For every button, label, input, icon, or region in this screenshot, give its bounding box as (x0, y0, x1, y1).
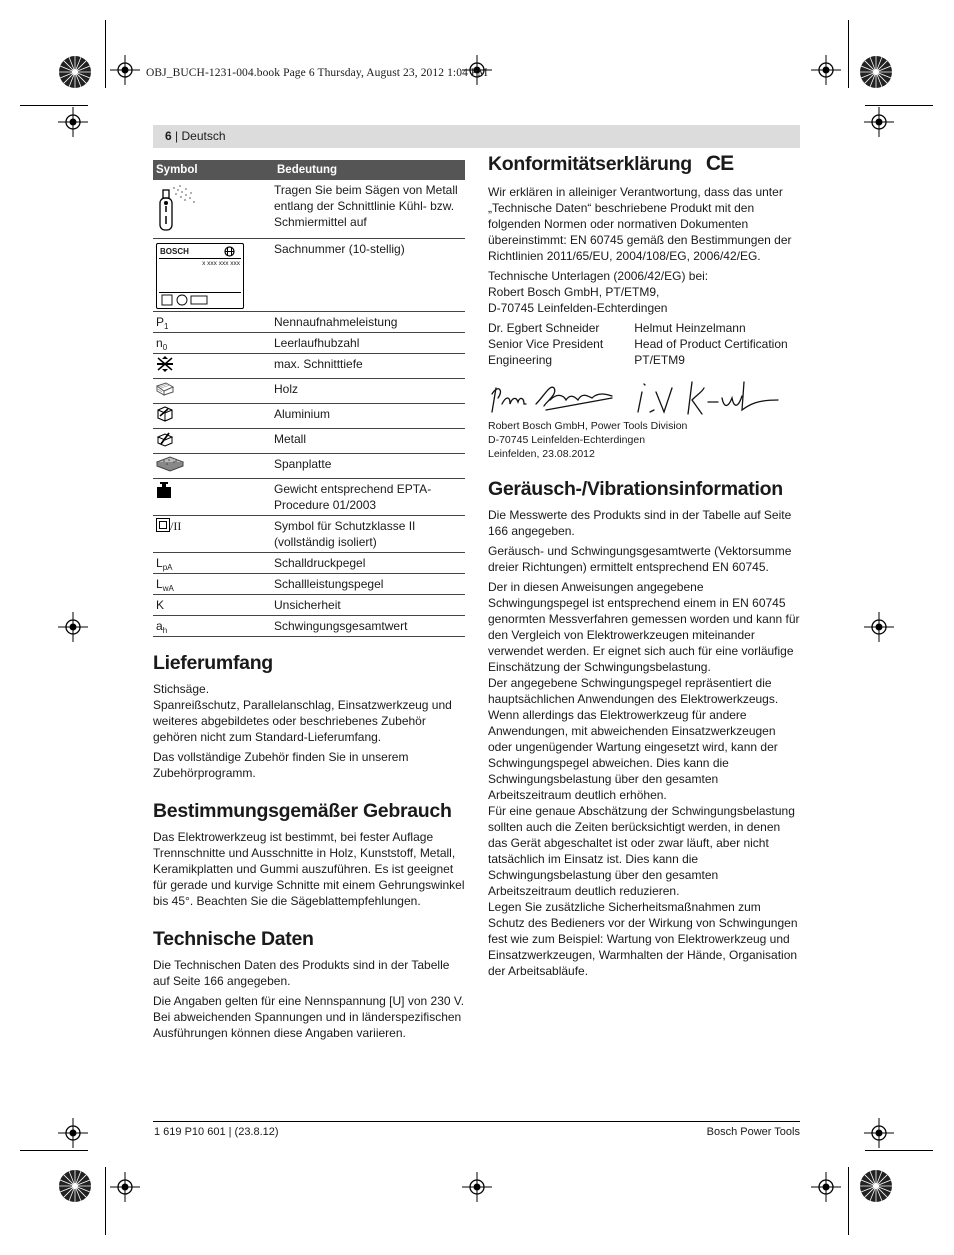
geraeusch-text-2: Geräusch- und Schwingungsgesamtwerte (Vektorsumme dreier Richtungen) ermittelt entsprechend EN 60745. (488, 544, 792, 574)
starburst-target-icon (859, 1169, 893, 1203)
geraeusch-text-4: Der angegebene Schwingungspegel repräsentiert die hauptsächlichen Anwendungen des Elektrowerkzeugs. Wenn allerdings das Elektrowerkzeug für andere Anwendungen, mit abweichenden Einsatzwerkzeugen oder ungenügender Wartung eingesetzt wird, kann der Schwingungspegel abweichen. Dies kann die Schwingungsbelastung über den gesamten Arbeitszeitraum deutlich erhöhen. (488, 676, 779, 802)
starburst-target-icon (58, 55, 92, 89)
table-row (153, 404, 465, 429)
footer-brand: Bosch Power Tools (706, 1126, 800, 1138)
left-column (153, 160, 465, 1045)
registration-mark-icon (58, 1118, 88, 1148)
label-marks-icon (161, 294, 217, 306)
geraeusch-text-1: Die Messwerte des Produkts sind in der Tabelle auf Seite 166 angegeben. (488, 508, 792, 538)
signature-address: Robert Bosch GmbH, Power Tools Division D-70745 Leinfelden-Echterdingen Leinfelden, 23.08.2012 (488, 420, 688, 460)
bosch-label-brand: BOSCH (160, 247, 189, 256)
symbol-meaning: Metall (274, 429, 465, 454)
signatory-right: Helmut Heinzelmann Head of Product Certification PT/ETM9 (634, 321, 788, 367)
symbol-meaning: Schalldruckpegel (274, 553, 465, 574)
symbol-meaning: Spanplatte (274, 454, 465, 479)
symbol-meaning: Holz (274, 379, 465, 404)
coolant-spray-icon (156, 182, 200, 232)
symbol-lwa: $L_{wA}$ (153, 574, 274, 595)
heading-konformitaetserklaerung: Konformitätserklärung (488, 153, 692, 175)
symbol-k: K (153, 595, 274, 616)
aluminium-icon (156, 406, 174, 422)
starburst-target-icon (58, 1169, 92, 1203)
symbol-meaning: Leerlaufhubzahl (274, 333, 465, 354)
table-row (153, 553, 465, 574)
page-header-band (153, 125, 800, 148)
registration-mark-icon (864, 1118, 894, 1148)
geraeusch-text-5: Für eine genaue Abschätzung der Schwingungsbelastung sollten auch die Zeiten berücksichtigt werden, in denen das Gerät abgeschaltet ist oder zwar läuft, aber nicht tatsächlich im Einsatz ist. Dies kann die Schwingungsbelastung über den gesamten Arbeitszeitraum deutlich reduzieren. (488, 804, 795, 898)
geraeusch-text-6: Legen Sie zusätzliche Sicherheitsmaßnahmen zum Schutz des Bedieners vor der Wirkung von Schwingungen fest wie zum Beispiel: Wartung von Elektrowerkzeug und Einsatzwerkzeugen, Warmhalten der Hände, Organisation der Arbeitsabläufe. (488, 900, 798, 978)
symbol-p1: $P_1$ (153, 312, 274, 333)
ce-mark-icon: CE (705, 152, 734, 175)
symbol-meaning: Gewicht entsprechend EPTA-Procedure 01/2003 (274, 479, 465, 516)
technische-unterlagen: Technische Unterlagen (2006/42/EG) bei: Robert Bosch GmbH, PT/ETM9, D-70745 Leinfelden-Echterdingen (488, 269, 709, 315)
footer-doc-number: 1 619 P10 601 | (23.8.12) (154, 1126, 279, 1138)
symbol-protection-class: /II (170, 519, 182, 533)
symbol-meaning: Aluminium (274, 404, 465, 429)
table-header-row (153, 160, 465, 180)
starburst-target-icon (859, 55, 893, 89)
symbol-table (153, 160, 465, 637)
page-language: Deutsch (181, 129, 226, 143)
registration-mark-icon (811, 55, 841, 85)
konformitaet-text: Wir erklären in alleiniger Verantwortung, dass das unter „Technische Daten“ beschriebene Produkt mit den folgenden Normen oder normativen Dokumenten übereinstimmt: EN 60745 gemäß den Bestimmungen der Richtlinien 2011/65/EU, 2004/108/EG, 2006/42/EG. (488, 185, 792, 263)
heading-technische-daten: Technische Daten (153, 928, 314, 950)
column-header-meaning: Bedeutung (274, 160, 465, 180)
page-number: 6 (165, 129, 172, 143)
table-row (153, 333, 465, 354)
registration-mark-icon (462, 1172, 492, 1202)
table-row (153, 354, 465, 379)
lieferumfang-text-2: Das vollständige Zubehör finden Sie in unserem Zubehörprogramm. (153, 750, 409, 780)
heading-geraeusch-vibrationsinformation: Geräusch-/Vibrationsinformation (488, 478, 783, 500)
table-row (153, 479, 465, 516)
registration-mark-icon (864, 107, 894, 137)
chipboard-icon (156, 456, 184, 472)
page-header (165, 129, 226, 143)
table-row (153, 239, 465, 312)
heading-lieferumfang: Lieferumfang (153, 652, 273, 674)
table-row (153, 379, 465, 404)
registration-mark-icon (58, 612, 88, 642)
registration-mark-icon (110, 1172, 140, 1202)
symbol-meaning: Nennaufnahmeleistung (274, 312, 465, 333)
bosch-rating-label (156, 243, 244, 309)
registration-mark-icon (58, 107, 88, 137)
registration-mark-icon (110, 55, 140, 85)
table-row (153, 180, 465, 239)
symbol-meaning: Schwingungsgesamtwert (274, 616, 465, 637)
symbol-ah: $a_h$ (153, 616, 274, 637)
registration-mark-icon (864, 612, 894, 642)
weight-icon (156, 481, 172, 499)
table-row (153, 516, 465, 553)
signatory-left: Dr. Egbert Schneider Senior Vice President Engineering (488, 321, 604, 367)
bosch-label-number: x xxx xxx xxx (202, 260, 240, 267)
symbol-meaning: Unsicherheit (274, 595, 465, 616)
right-column (488, 152, 800, 983)
cutting-depth-icon (156, 356, 174, 372)
lieferumfang-text-1: Stichsäge. Spanreißschutz, Parallelanschlag, Einsatzwerkzeug und weiteres abgebildetes oder beschriebenes Zubehör gehören nicht zum Standard-Lieferumfang. (153, 682, 452, 744)
protection-class-icon (156, 518, 170, 532)
table-row (153, 595, 465, 616)
symbol-meaning: Schallleistungspegel (274, 574, 465, 595)
gebrauch-text: Das Elektrowerkzeug ist bestimmt, bei fester Auflage Trennschnitte und Ausschnitte in Holz, Kunststoff, Metall, Keramikplatten und Gummi auszuführen. Es ist geeignet für gerade und kurvige Schnitte mit einem Gehrungswinkel bis 45°. Beachten Sie die Sägeblattempfehlungen. (153, 830, 465, 908)
heading-bestimmungsgemaesser-gebrauch: Bestimmungsgemäßer Gebrauch (153, 800, 452, 822)
geraeusch-text-3: Der in diesen Anweisungen angegebene Schwingungspegel ist entsprechend einem in EN 60745 genormten Messverfahren gemessen worden und kann für den Vergleich von Elektrowerkzeugen miteinander verwendet werden. Er eignet sich auch für eine vorläufige Einschätzung der Schwingungsbelastung. (488, 580, 800, 674)
page-separator: | (171, 129, 182, 143)
table-row (153, 429, 465, 454)
registration-mark-icon (811, 1172, 841, 1202)
symbol-meaning: Tragen Sie beim Sägen von Metall entlang der Schnittlinie Kühl- bzw. Schmiermittel auf (274, 180, 465, 239)
footer-rule (153, 1121, 800, 1122)
symbol-meaning: max. Schnitttiefe (274, 354, 465, 379)
symbol-lpa: $L_{pA}$ (153, 553, 274, 574)
symbol-n0: $n_0$ (153, 333, 274, 354)
symbol-meaning: Sachnummer (10-stellig) (274, 239, 465, 312)
table-row (153, 616, 465, 637)
signatories (488, 320, 800, 368)
handwritten-signatures (488, 374, 788, 418)
metal-icon (156, 431, 174, 447)
table-row (153, 454, 465, 479)
technische-daten-text-1: Die Technischen Daten des Produkts sind in der Tabelle auf Seite 166 angegeben. (153, 958, 450, 988)
column-header-symbol: Symbol (153, 160, 274, 180)
table-row (153, 574, 465, 595)
bosch-armature-icon (224, 246, 235, 257)
symbol-meaning: Symbol für Schutzklasse II (vollständig isoliert) (274, 516, 465, 553)
table-row (153, 312, 465, 333)
wood-icon (156, 381, 174, 397)
print-header: OBJ_BUCH-1231-004.book Page 6 Thursday, August 23, 2012 1:04 PM (146, 67, 488, 79)
technische-daten-text-2: Die Angaben gelten für eine Nennspannung [U] von 230 V. Bei abweichenden Spannungen und in länderspezifischen Ausführungen können diese Angaben variieren. (153, 994, 465, 1040)
